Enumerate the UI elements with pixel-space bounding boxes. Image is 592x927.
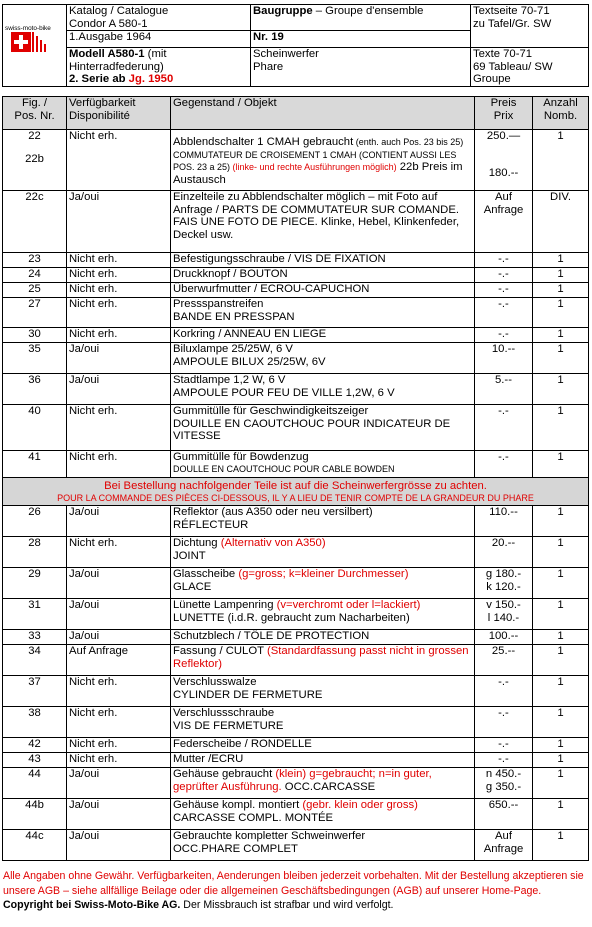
table-row: 28 Nicht erh. Dichtung (Alternativ von A350) JOINT 20.-- 1 [3,537,589,568]
katalog-cell: Katalog / Catalogue Condor A 580-1 [67,5,251,31]
table-row: 23 Nicht erh. Befestigungsschraube / VIS DE FIXATION -.- 1 [3,253,589,268]
table-row: 34 Auf Anfrage Fassung / CULOT (Standardfassung passt nicht in grossen Reflektor) 25.-- 1 [3,645,589,676]
nr-cell: Nr. 19 [251,31,471,48]
table-row: 30 Nicht erh. Korkring / ANNEAU EN LIEGE -.- 1 [3,328,589,343]
col-verf-header: Verfügbarkeit Disponibilité [67,97,171,130]
modell-cell: Modell A580-1 (mit Hinterradfederung) 2. Serie ab Jg. 1950 [67,48,251,87]
ausgabe-cell: 1.Ausgabe 1964 [67,31,251,48]
table-row: 25 Nicht erh. Überwurfmutter / ECROU-CAPUCHON -.- 1 [3,283,589,298]
notice-text-fr: POUR LA COMMANDE DES PIÈCES CI-DESSOUS, IL Y A LIEU DE TENIR COMPTE DE LA GRANDEUR DU PHARE [57,493,534,503]
table-row: 41 Nicht erh. Gummitülle für Bowdenzug DOULLE EN CAOUTCHOUC POUR CABLE BOWDEN -.- 1 [3,451,589,478]
table-row: 24 Nicht erh. Druckknopf / BOUTON -.- 1 [3,268,589,283]
table-row: 44c Ja/oui Gebrauchte kompletter Schweinwerfer OCC.PHARE COMPLET Auf Anfrage 1 [3,830,589,861]
table-row: 35 Ja/oui Biluxlampe 25/25W, 6 V AMPOULE BILUX 25/25W, 6V 10.-- 1 [3,343,589,374]
notice-text: Bei Bestellung nachfolgender Teile ist auf die Scheinwerfergrösse zu achten. [104,480,487,492]
table-row: 26 Ja/oui Reflektor (aus A350 oder neu versilbert) RÉFLECTEUR 110.-- 1 [3,506,589,537]
footer-disclaimer: Alle Angaben ohne Gewähr. Verfügbarkeiten, Aenderungen bleiben jederzeit vorbehalten. Mit der Bestellung akzeptieren sie unsere AGB – siehe allfällige Beilage oder die allgemeinen Geschäftsbedingungen (AGB) auf unserer Home-Page. Copyright bei Swiss-Moto-Bike AG. Der Missbrauch ist strafbar und wird verfolgt. [3,870,584,912]
table-row: 36 Ja/oui Stadtlampe 1,2 W, 6 V AMPOULE POUR FEU DE VILLE 1,2W, 6 V 5.-- 1 [3,374,589,405]
table-row: 31 Ja/oui Lünette Lampenring (v=verchromt oder l=lackiert) LUNETTE (i.d.R. gebraucht zum Nacharbeiten) v 150.- l 140.- 1 [3,599,589,630]
textseite-cell: Textseite 70-71 zu Tafel/Gr. SW [471,5,589,48]
table-row: 43 Nicht erh. Mutter /ECRU -.- 1 [3,753,589,768]
table-row: 44 Ja/oui Gehäuse gebraucht (klein) g=gebraucht; n=in guter, geprüfter Ausführung. OCC.CARCASSE n 450.- g 350.- 1 [3,768,589,799]
table-row: 42 Nicht erh. Federscheibe / RONDELLE -.- 1 [3,738,589,753]
table-row: 22c Ja/oui Einzelteile zu Abblendschalter möglich – mit Foto auf Anfrage / PARTS DE COMMUTATEUR SUR COMANDE. FAIS UNE FOTO DE PIECE. Klinke, Hebel, Klinkenfeder, Deckel usw. Auf Anfrage DIV. [3,191,589,253]
baugruppe-cell: Baugruppe – Groupe d'ensemble [251,5,471,31]
notice-row [3,478,589,506]
table-row: 38 Nicht erh. Verschlussschraube VIS DE FERMETURE -.- 1 [3,707,589,738]
col-fig-header: Fig. / Pos. Nr. [3,97,67,130]
col-anzahl-header: Anzahl Nomb. [533,97,589,130]
table-row: 37 Nicht erh. Verschlusswalze CYLINDER DE FERMETURE -.- 1 [3,676,589,707]
table-row: 29 Ja/oui Glasscheibe (g=gross; k=kleiner Durchmesser) GLACE g 180.- k 120.- 1 [3,568,589,599]
logo-cell [3,5,67,87]
header-table [2,4,589,87]
table-row: 27 Nicht erh. Pressspanstreifen BANDE EN PRESSPAN -.- 1 [3,298,589,328]
parts-table [2,96,589,861]
table-header-row [3,97,589,130]
scheinwerfer-cell: Scheinwerfer Phare [251,48,471,87]
table-row: 44b Ja/oui Gehäuse kompl. montiert (gebr. klein oder gross) CARCASSE COMPL. MONTÉE 650.-- 1 [3,799,589,830]
col-preis-header: Preis Prix [475,97,533,130]
table-row: 33 Ja/oui Schutzblech / TÔLE DE PROTECTION 100.-- 1 [3,630,589,645]
swiss-moto-bike-logo [3,13,65,75]
table-row: 22 22b Nicht erh. Abblendschalter 1 CMAH gebraucht (enth. auch Pos. 23 bis 25) COMMUTATEUR DE CROISEMENT 1 CMAH (CONTIENT AUSSI LES POS. 23 a 25) (linke- und rechte Ausführungen möglich) 22b Preis im Austausch 250.— 180.-- 1 [3,130,589,191]
table-row: 40 Nicht erh. Gummitülle für Geschwindigkeitszeiger DOUILLE EN CAOUTCHOUC POUR INDICATEUR DE VITESSE -.- 1 [3,405,589,451]
texte-cell: Texte 70-71 69 Tableau/ SW Groupe [471,48,589,87]
col-gegen-header: Gegenstand / Objekt [171,97,475,130]
logo-text: swiss-moto-bike [5,24,51,32]
